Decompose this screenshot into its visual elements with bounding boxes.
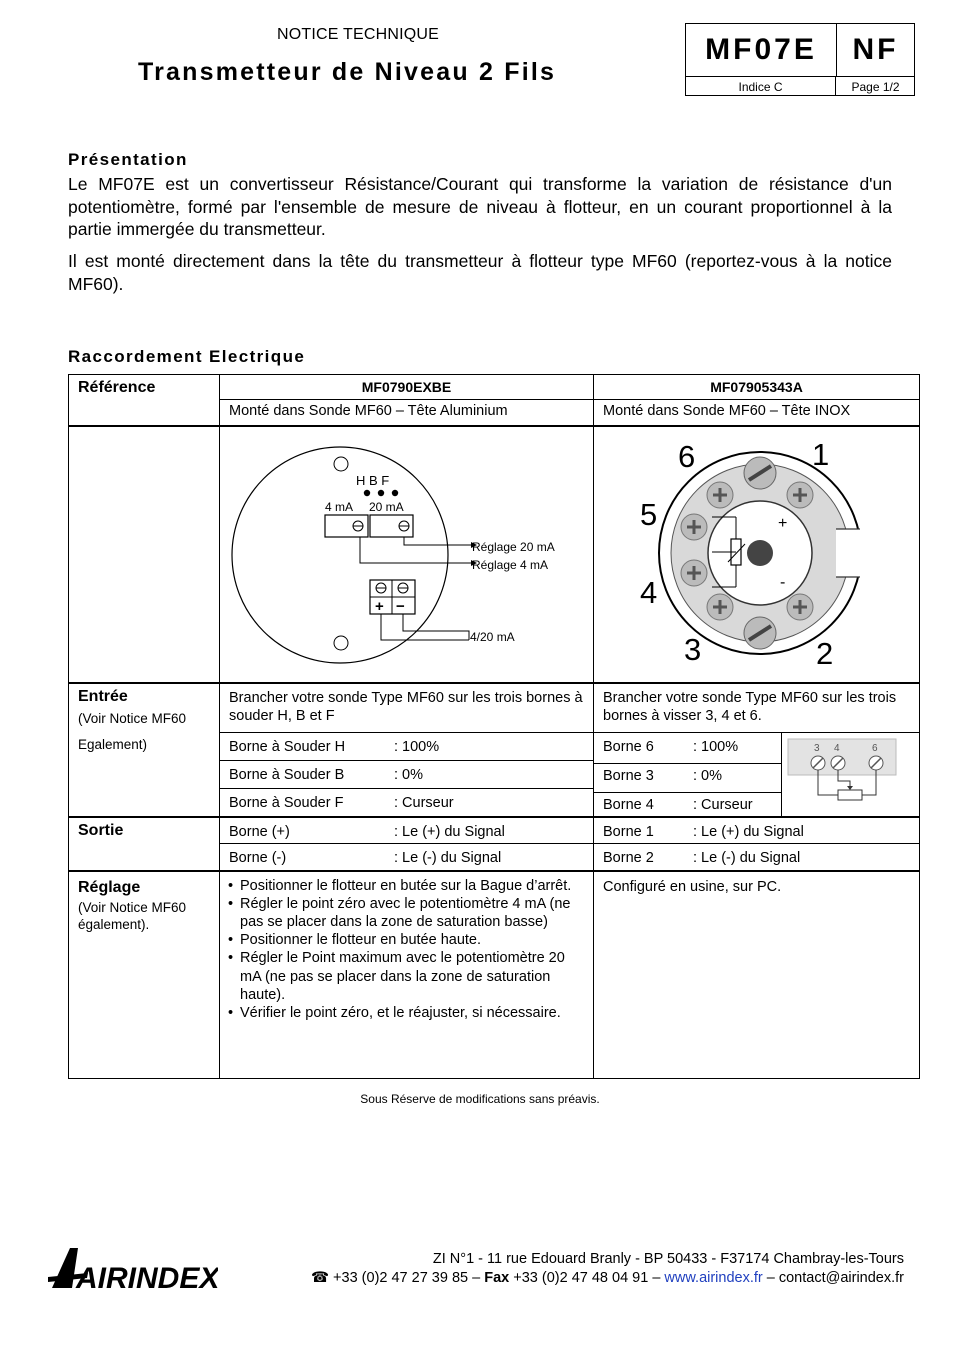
- document-title: Transmetteur de Niveau 2 Fils: [138, 58, 557, 86]
- entree-label-cell: [69, 683, 220, 817]
- aluminium-head-diagram: [220, 427, 573, 684]
- presentation-paragraph-2: Il est monté directement dans la tête du transmetteur à flotteur type MF60 (reportez-vous à la notice MF60).: [68, 251, 892, 294]
- reglage-steps-cell: [220, 871, 594, 1079]
- airindex-logo-icon: [46, 1244, 218, 1292]
- reglage-20ma-label: Réglage 20 mA: [472, 539, 555, 554]
- mini-terminal-diagram: [781, 733, 910, 817]
- col-a-mount: Monté dans Sonde MF60 – Tête Aluminium: [220, 400, 594, 426]
- sortie-label: Sortie: [78, 821, 124, 839]
- document-index: Indice C: [686, 76, 836, 96]
- table-row: [69, 426, 920, 683]
- reglage-note-2: également).: [78, 916, 150, 932]
- entree-note-2: Egalement): [78, 736, 148, 752]
- top-mounting-screw-icon: [744, 457, 776, 489]
- terminal-number-3: 3: [684, 631, 702, 667]
- col-a-reference: MF0790EXBE: [220, 375, 594, 400]
- sortie-a-value: : Le (-) du Signal: [394, 850, 502, 866]
- sortie-a-key: Borne (-): [229, 850, 287, 866]
- list-item: • Vérifier le point zéro, et le réajuster, si nécessaire.: [228, 1004, 581, 1022]
- entree-label: Entrée: [78, 687, 128, 705]
- reglage-b-text: Configuré en usine, sur PC.: [603, 878, 782, 895]
- terminal-screw-5-icon: [681, 514, 707, 540]
- entree-b-key: Borne 3: [603, 768, 654, 784]
- sortie-b-value: : Le (+) du Signal: [693, 823, 804, 840]
- page-number: Page 1/2: [836, 76, 915, 96]
- entree-b-key: Borne 4: [603, 797, 654, 813]
- inox-wiring-diagram-cell: [594, 426, 920, 683]
- entree-note-1: (Voir Notice MF60: [78, 710, 187, 726]
- entree-b-intro: Brancher votre sonde Type MF60 sur les trois bornes à visser 3, 4 et 6.: [603, 689, 897, 724]
- notice-label: NOTICE TECHNIQUE: [277, 26, 440, 43]
- entree-b-value: : 100%: [693, 739, 739, 755]
- terminal-screw-1-icon: [787, 482, 813, 508]
- potentiometer-20ma-icon: [399, 521, 409, 531]
- disclaimer: Sous Réserve de modifications sans préavis.: [360, 1092, 600, 1106]
- table-row: [69, 375, 920, 400]
- mini-screw-6-icon: [869, 756, 883, 770]
- inox-plus-sign: +: [778, 514, 788, 532]
- output-screw-minus-icon: [398, 583, 408, 593]
- terminal-number-4: 4: [640, 574, 658, 610]
- inox-minus-sign: -: [780, 573, 786, 591]
- contact-line: ☎ +33 (0)2 47 27 39 85 – Fax +33 (0)2 47 48 04 91 – www.airindex.fr – contact@airindex.fr: [310, 1270, 904, 1286]
- hbf-terminal-label: H B F: [356, 472, 390, 488]
- raccordement-heading: Raccordement Electrique: [68, 347, 306, 366]
- terminal-screw-2-icon: [787, 594, 813, 620]
- center-hole-icon: [747, 540, 773, 566]
- phone-icon: ☎: [310, 1270, 330, 1286]
- label-4ma: 4 mA: [325, 499, 354, 514]
- list-item: • Régler le Point maximum avec le potentiomètre 20 mA (ne pas se placer dans la zone de saturation haute).: [228, 949, 581, 1004]
- fax-number: +33 (0)2 47 48 04 91: [513, 1270, 649, 1286]
- output-4-20ma-label: 4/20 mA: [470, 629, 515, 644]
- terminal-screw-3-icon: [707, 594, 733, 620]
- reglage-steps-list: [228, 877, 581, 1023]
- table-row: [69, 871, 920, 1079]
- email-address[interactable]: contact@airindex.fr: [778, 1270, 904, 1286]
- phone-number: +33 (0)2 47 27 39 85: [333, 1270, 469, 1286]
- potentiometer-4ma-icon: [353, 521, 363, 531]
- entree-b-value: : Curseur: [693, 797, 753, 813]
- reference-label: Référence: [78, 379, 156, 396]
- mini-terminal-3-label: 3: [814, 743, 820, 754]
- website-link[interactable]: www.airindex.fr: [664, 1270, 763, 1286]
- language-code: NF: [852, 33, 899, 66]
- entree-a-value: : 0%: [394, 767, 424, 783]
- product-code: MF07E: [686, 24, 837, 76]
- sortie-a-key: Borne (+): [229, 823, 290, 840]
- company-address: ZI N°1 - 11 rue Edouard Branly - BP 50433 - F37174 Chambray-les-Tours: [432, 1251, 904, 1267]
- inox-head-diagram: [594, 427, 910, 684]
- aluminium-wiring-diagram-cell: [220, 426, 594, 683]
- table-row: [69, 817, 920, 844]
- reglage-4ma-label: Réglage 4 mA: [472, 557, 549, 572]
- reglage-note-1: (Voir Notice MF60: [78, 899, 187, 915]
- reglage-label: Réglage: [78, 878, 141, 896]
- sortie-b-key: Borne 1: [603, 823, 654, 840]
- col-b-mount: Monté dans Sonde MF60 – Tête INOX: [594, 400, 920, 426]
- inox-entree-cell: [594, 733, 920, 817]
- sortie-b-key: Borne 2: [603, 850, 654, 866]
- list-item: • Régler le point zéro avec le potentiomètre 4 mA (ne pas se placer dans la zone de saturation basse): [228, 895, 581, 931]
- col-b-reference: MF07905343A: [594, 375, 920, 400]
- reglage-label-cell: [69, 871, 220, 1079]
- output-screw-plus-icon: [376, 583, 386, 593]
- list-item: • Positionner le flotteur en butée haute.: [228, 931, 581, 949]
- entree-a-value: : Curseur: [394, 795, 454, 811]
- entree-b-value: : 0%: [693, 768, 723, 784]
- logo-text: AIRINDEX: [76, 1262, 218, 1292]
- list-item: • Positionner le flotteur en butée sur la Bague d’arrêt.: [228, 877, 581, 895]
- terminal-number-6: 6: [678, 438, 696, 474]
- entree-a-key: Borne à Souder F: [229, 795, 344, 811]
- table-row: [69, 683, 920, 733]
- fax-label: Fax: [484, 1270, 510, 1286]
- entree-a-value: : 100%: [394, 739, 440, 755]
- entree-b-key: Borne 6: [603, 739, 654, 755]
- terminal-number-5: 5: [640, 496, 658, 532]
- output-plus-sign: +: [375, 597, 384, 615]
- mini-terminal-6-label: 6: [872, 743, 878, 754]
- terminal-number-1: 1: [812, 436, 830, 472]
- mini-terminal-4-label: 4: [834, 743, 840, 754]
- reference-box: [685, 23, 915, 96]
- bottom-mounting-screw-icon: [744, 617, 776, 649]
- specification-table: [68, 374, 920, 1079]
- sortie-a-value: : Le (+) du Signal: [394, 823, 505, 840]
- presentation-paragraph-1: Le MF07E est un convertisseur Résistance/Courant qui transforme la variation de résistance d'un potentiomètre, formé par l'ensemble de mesure de niveau à flotteur, en un courant proportionnel à la partie immergée du transmetteur.: [68, 174, 892, 239]
- entree-a-key: Borne à Souder H: [229, 739, 346, 755]
- airindex-logo: [46, 1244, 218, 1292]
- terminal-screw-6-icon: [707, 482, 733, 508]
- terminal-screw-4-icon: [681, 560, 707, 586]
- company-address-block: [250, 1250, 904, 1288]
- entree-a-intro: Brancher votre sonde Type MF60 sur les trois bornes à souder H, B et F: [229, 689, 583, 724]
- output-minus-sign: −: [396, 597, 405, 615]
- presentation-heading: Présentation: [68, 150, 188, 169]
- label-20ma: 20 mA: [369, 499, 404, 514]
- reference-label-cell: [69, 375, 220, 426]
- mini-screw-4-icon: [831, 756, 845, 770]
- sortie-label-cell: [69, 817, 220, 871]
- entree-a-key: Borne à Souder B: [229, 767, 345, 783]
- terminal-number-2: 2: [816, 635, 834, 671]
- sortie-b-value: : Le (-) du Signal: [693, 850, 801, 866]
- mini-screw-3-icon: [811, 756, 825, 770]
